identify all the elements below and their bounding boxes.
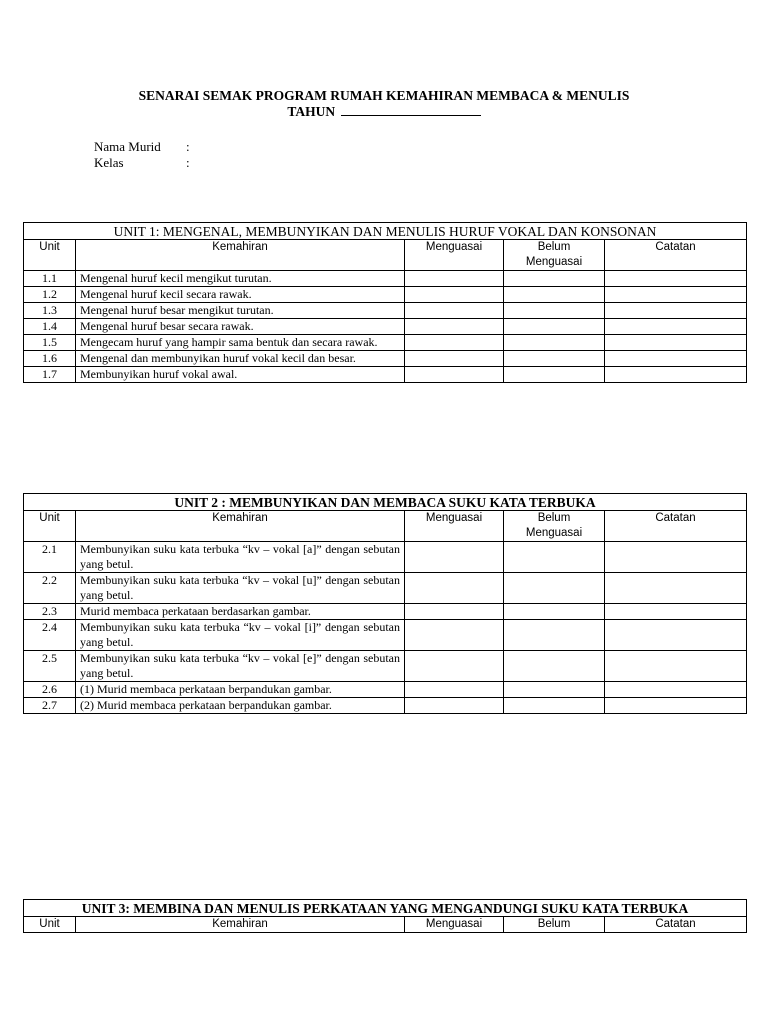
table-row — [24, 620, 747, 651]
row-skill-text: Membunyikan suku kata terbuka “kv – vokal [u]” dengan sebutan yang betul. — [76, 573, 405, 604]
row-skill-text: Membunyikan suku kata terbuka “kv – vokal [a]” dengan sebutan yang betul. — [76, 542, 405, 573]
mastered-cell[interactable] — [405, 303, 504, 319]
col-mastered-header: Menguasai — [405, 511, 504, 542]
not-mastered-cell[interactable] — [504, 620, 605, 651]
col-unit-header: Unit — [24, 240, 76, 271]
unit-1-title: UNIT 1: MENGENAL, MEMBUNYIKAN DAN MENULIS HURUF VOKAL DAN KONSONAN — [24, 223, 747, 240]
row-unit-number: 2.7 — [24, 698, 76, 714]
table-row — [24, 651, 747, 682]
row-unit-number: 1.2 — [24, 287, 76, 303]
col-not-mastered-l2: Menguasai — [525, 256, 583, 268]
unit-2-table — [23, 493, 747, 714]
row-skill-text: Mengenal huruf besar secara rawak. — [76, 319, 405, 335]
notes-cell[interactable] — [605, 620, 747, 651]
table-row — [24, 698, 747, 714]
not-mastered-cell[interactable] — [504, 604, 605, 620]
notes-cell[interactable] — [605, 573, 747, 604]
student-name-label: Nama Murid — [94, 139, 161, 154]
col-mastered-header: Menguasai — [405, 240, 504, 271]
class-label: Kelas — [94, 155, 124, 170]
notes-cell[interactable] — [605, 367, 747, 383]
title-line: SENARAI SEMAK PROGRAM RUMAH KEMAHIRAN MEMBACA & MENULIS — [138, 88, 630, 103]
mastered-cell[interactable] — [405, 319, 504, 335]
unit-1-rows — [24, 271, 747, 383]
student-info — [94, 139, 190, 171]
unit-1-table — [23, 222, 747, 383]
row-unit-number: 1.4 — [24, 319, 76, 335]
table-row — [24, 287, 747, 303]
year-line — [0, 104, 768, 120]
mastered-cell[interactable] — [405, 351, 504, 367]
not-mastered-cell[interactable] — [504, 367, 605, 383]
row-skill-text: Mengenal huruf besar mengikut turutan. — [76, 303, 405, 319]
row-unit-number: 2.5 — [24, 651, 76, 682]
notes-cell[interactable] — [605, 651, 747, 682]
row-skill-text: Membunyikan suku kata terbuka “kv – vokal [e]” dengan sebutan yang betul. — [76, 651, 405, 682]
not-mastered-cell[interactable] — [504, 335, 605, 351]
class-colon: : — [186, 155, 190, 170]
table-row — [24, 542, 747, 573]
row-skill-text: (1) Murid membaca perkataan berpandukan gambar. — [76, 682, 405, 698]
not-mastered-cell[interactable] — [504, 319, 605, 335]
mastered-cell[interactable] — [405, 271, 504, 287]
mastered-cell[interactable] — [405, 287, 504, 303]
table-row — [24, 271, 747, 287]
col-not-mastered-header — [504, 240, 605, 271]
row-unit-number: 1.7 — [24, 367, 76, 383]
table-row — [24, 604, 747, 620]
notes-cell[interactable] — [605, 335, 747, 351]
col-mastered-header: Menguasai — [405, 917, 504, 933]
table-row — [24, 335, 747, 351]
mastered-cell[interactable] — [405, 620, 504, 651]
row-skill-text: Mengecam huruf yang hampir sama bentuk dan secara rawak. — [76, 335, 405, 351]
row-skill-text: Mengenal huruf kecil secara rawak. — [76, 287, 405, 303]
notes-cell[interactable] — [605, 271, 747, 287]
notes-cell[interactable] — [605, 542, 747, 573]
table-row — [24, 319, 747, 335]
row-unit-number: 2.6 — [24, 682, 76, 698]
row-unit-number: 1.3 — [24, 303, 76, 319]
row-unit-number: 1.5 — [24, 335, 76, 351]
table-row — [24, 573, 747, 604]
not-mastered-cell[interactable] — [504, 351, 605, 367]
row-unit-number: 2.1 — [24, 542, 76, 573]
mastered-cell[interactable] — [405, 651, 504, 682]
mastered-cell[interactable] — [405, 335, 504, 351]
col-notes-header: Catatan — [605, 240, 747, 271]
not-mastered-cell[interactable] — [504, 651, 605, 682]
col-skill-header: Kemahiran — [76, 917, 405, 933]
row-unit-number: 2.2 — [24, 573, 76, 604]
row-skill-text: Membunyikan huruf vokal awal. — [76, 367, 405, 383]
table-row — [24, 303, 747, 319]
document-title — [0, 88, 768, 120]
col-not-mastered-l1: Belum — [537, 512, 571, 524]
col-skill-header: Kemahiran — [76, 511, 405, 542]
row-unit-number: 1.1 — [24, 271, 76, 287]
col-not-mastered-l1: Belum — [537, 241, 571, 253]
row-skill-text: Mengenal dan membunyikan huruf vokal kecil dan besar. — [76, 351, 405, 367]
mastered-cell[interactable] — [405, 542, 504, 573]
col-not-mastered-header: Belum — [504, 917, 605, 933]
not-mastered-cell[interactable] — [504, 287, 605, 303]
notes-cell[interactable] — [605, 604, 747, 620]
col-unit-header: Unit — [24, 917, 76, 933]
mastered-cell[interactable] — [405, 682, 504, 698]
row-skill-text: Mengenal huruf kecil mengikut turutan. — [76, 271, 405, 287]
row-skill-text: (2) Murid membaca perkataan berpandukan gambar. — [76, 698, 405, 714]
table-row — [24, 682, 747, 698]
not-mastered-cell[interactable] — [504, 542, 605, 573]
class-row — [94, 155, 190, 171]
col-unit-header: Unit — [24, 511, 76, 542]
student-name-row — [94, 139, 190, 155]
row-skill-text: Murid membaca perkataan berdasarkan gambar. — [76, 604, 405, 620]
mastered-cell[interactable] — [405, 367, 504, 383]
col-skill-header: Kemahiran — [76, 240, 405, 271]
col-notes-header: Catatan — [605, 917, 747, 933]
notes-cell[interactable] — [605, 698, 747, 714]
row-unit-number: 1.6 — [24, 351, 76, 367]
row-skill-text: Membunyikan suku kata terbuka “kv – vokal [i]” dengan sebutan yang betul. — [76, 620, 405, 651]
unit-2-rows — [24, 542, 747, 714]
year-label: TAHUN — [287, 104, 336, 119]
not-mastered-cell[interactable] — [504, 271, 605, 287]
year-blank[interactable] — [341, 104, 481, 116]
col-notes-header: Catatan — [605, 511, 747, 542]
unit-3-table — [23, 899, 747, 933]
mastered-cell[interactable] — [405, 698, 504, 714]
notes-cell[interactable] — [605, 682, 747, 698]
table-row — [24, 367, 747, 383]
row-unit-number: 2.3 — [24, 604, 76, 620]
not-mastered-cell[interactable] — [504, 573, 605, 604]
mastered-cell[interactable] — [405, 604, 504, 620]
col-not-mastered-l2: Menguasai — [525, 527, 583, 539]
not-mastered-cell[interactable] — [504, 682, 605, 698]
not-mastered-cell[interactable] — [504, 698, 605, 714]
not-mastered-cell[interactable] — [504, 303, 605, 319]
notes-cell[interactable] — [605, 351, 747, 367]
mastered-cell[interactable] — [405, 573, 504, 604]
table-row — [24, 351, 747, 367]
unit-2-title: UNIT 2 : MEMBUNYIKAN DAN MEMBACA SUKU KATA TERBUKA — [24, 494, 747, 511]
notes-cell[interactable] — [605, 319, 747, 335]
student-name-colon: : — [186, 139, 190, 154]
notes-cell[interactable] — [605, 287, 747, 303]
col-not-mastered-header — [504, 511, 605, 542]
unit-3-title: UNIT 3: MEMBINA DAN MENULIS PERKATAAN YANG MENGANDUNGI SUKU KATA TERBUKA — [24, 900, 747, 917]
row-unit-number: 2.4 — [24, 620, 76, 651]
notes-cell[interactable] — [605, 303, 747, 319]
